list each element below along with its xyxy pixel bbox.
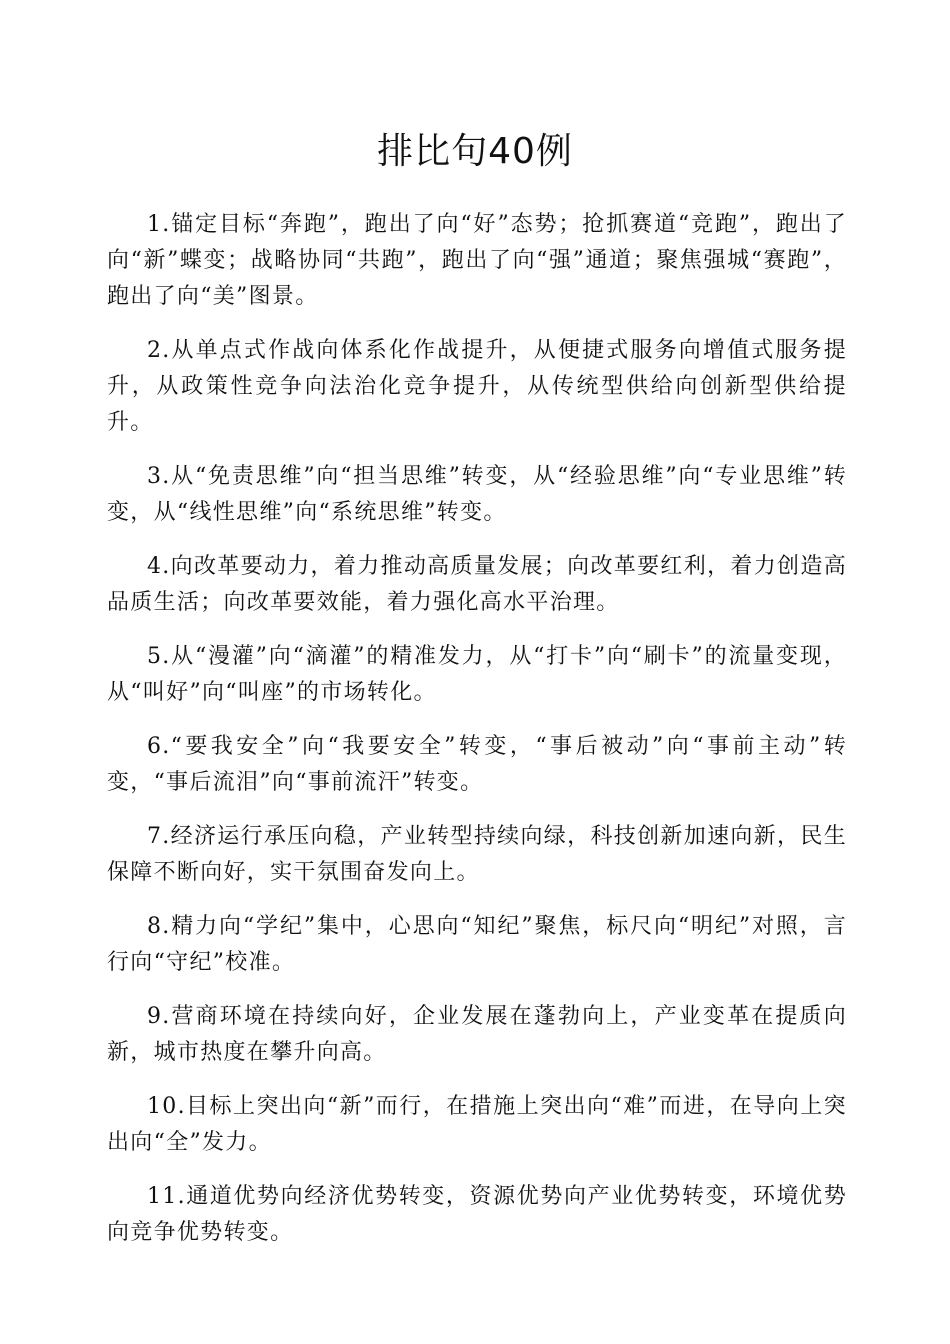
list-item: 8.精力向“学纪”集中，心思向“知纪”聚焦，标尺向“明纪”对照，言行向“守纪”校准。 bbox=[107, 914, 847, 975]
list-item: 11.通道优势向经济优势转变，资源优势向产业优势转变，环境优势向竞争优势转变。 bbox=[107, 1184, 847, 1245]
list-item: 1.锚定目标“奔跑”，跑出了向“好”态势；抢抓赛道“竞跑”，跑出了向“新”蝶变；战略协同“共跑”，跑出了向“强”通道；聚焦强城“赛跑”，跑出了向“美”图景。 bbox=[107, 212, 847, 309]
list-item: 6.“要我安全”向“我要安全”转变，“事后被动”向“事前主动”转变，“事后流泪”向“事前流汗”转变。 bbox=[107, 734, 847, 795]
list-item: 9.营商环境在持续向好，企业发展在蓬勃向上，产业变革在提质向新，城市热度在攀升向高。 bbox=[107, 1004, 847, 1065]
example-list bbox=[107, 207, 847, 1269]
document-title: 排比句40例 bbox=[377, 131, 573, 172]
list-item: 7.经济运行承压向稳，产业转型持续向绿，科技创新加速向新，民生保障不断向好，实干氛围奋发向上。 bbox=[107, 824, 847, 885]
list-item: 2.从单点式作战向体系化作战提升，从便捷式服务向增值式服务提升，从政策性竞争向法治化竞争提升，从传统型供给向创新型供给提升。 bbox=[107, 338, 847, 435]
list-item: 4.向改革要动力，着力推动高质量发展；向改革要红利，着力创造高品质生活；向改革要效能，着力强化高水平治理。 bbox=[107, 554, 847, 615]
list-item: 3.从“免责思维”向“担当思维”转变，从“经验思维”向“专业思维”转变，从“线性思维”向“系统思维”转变。 bbox=[107, 464, 847, 525]
list-item: 10.目标上突出向“新”而行，在措施上突出向“难”而进，在导向上突出向“全”发力。 bbox=[107, 1094, 847, 1155]
list-item: 5.从“漫灌”向“滴灌”的精准发力，从“打卡”向“刷卡”的流量变现，从“叫好”向“叫座”的市场转化。 bbox=[107, 644, 847, 705]
